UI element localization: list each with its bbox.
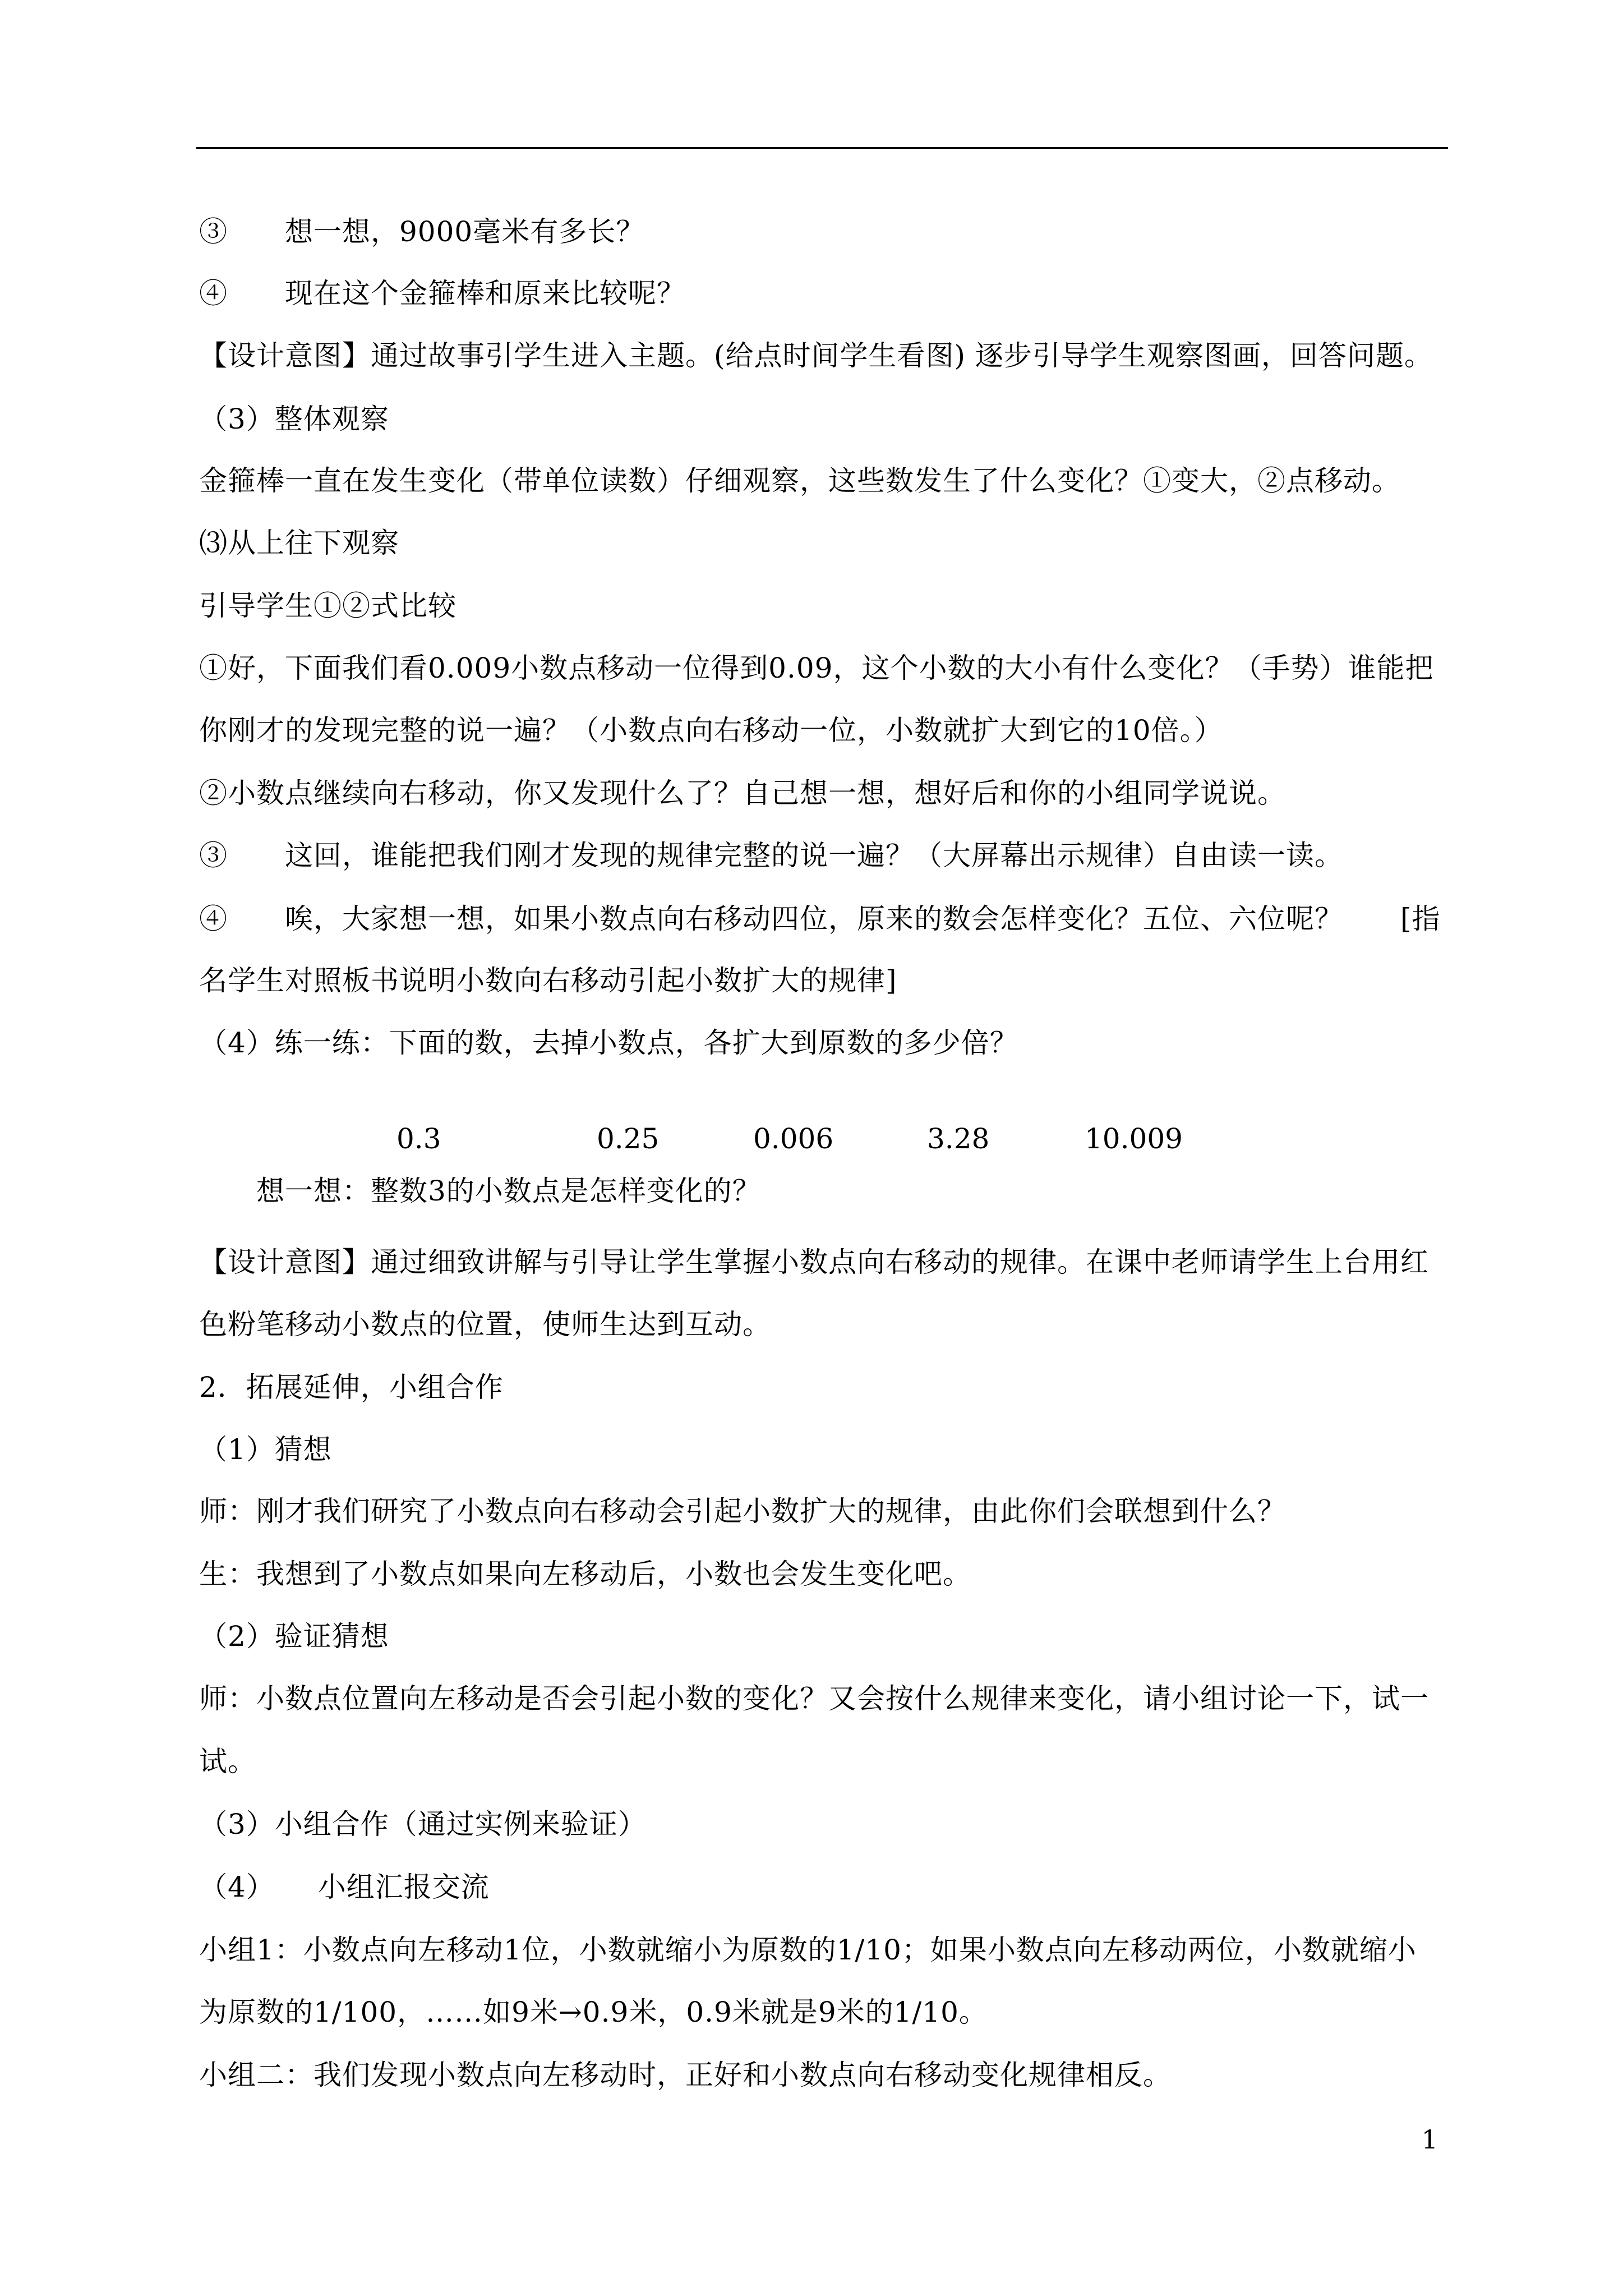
practice-number: 0.3 [396,1122,441,1155]
design-intent-2: 【设计意图】通过细致讲解与引导让学生掌握小数点向右移动的规律。在课中老师请学生上台用红 [199,1246,1429,1278]
step-2-text: ②小数点继续向右移动，你又发现什么了？自己想一想，想好后和你的小组同学说说。 [199,777,1286,809]
design-intent-1: 【设计意图】通过故事引学生进入主题。(给点时间学生看图) 逐步引导学生观察图画，回答问题。 [199,339,1433,372]
header-rule [196,147,1448,149]
practice-number: 0.25 [597,1122,660,1155]
step-1-text: ①好，下面我们看0.009小数点移动一位得到0.09，这个小数的大小有什么变化？（手势）谁能把 [199,652,1434,684]
group-work-heading: （3）小组合作（通过实例来验证） [199,1808,647,1841]
question-4-line: ④ 现在这个金箍棒和原来比较呢？ [199,277,685,310]
question-3-line: ③ 想一想，9000毫米有多长？ [199,215,645,248]
practice-heading: （4）练一练：下面的数，去掉小数点，各扩大到原数的多少倍？ [199,1027,1018,1059]
design-intent-2-cont: 色粉笔移动小数点的位置，使师生达到互动。 [199,1308,771,1341]
think-text: 想一想：整数3的小数点是怎样变化的？ [199,1175,761,1207]
group-report-heading: （4） 小组汇报交流 [199,1871,490,1903]
top-down-heading: ⑶从上往下观察 [199,527,399,559]
practice-number: 10.009 [1085,1122,1183,1155]
extension-heading: 2．拓展延伸，小组合作 [199,1371,504,1404]
step-1-text-cont: 你刚才的发现完整的说一遍？（小数点向右移动一位，小数就扩大到它的10倍。） [199,714,1223,747]
verify-heading: （2）验证猜想 [199,1620,389,1653]
step-3-text: ③ 这回，谁能把我们刚才发现的规律完整的说一遍？（大屏幕出示规律）自由读一读。 [199,839,1343,872]
teacher-line-1: 师：刚才我们研究了小数点向右移动会引起小数扩大的规律，由此你们会联想到什么？ [199,1495,1286,1527]
group-1-text: 小组1：小数点向左移动1位，小数就缩小为原数的1/10；如果小数点向左移动两位，小数就缩小 [199,1934,1417,1966]
observation-text: 金箍棒一直在发生变化（带单位读数）仔细观察，这些数发生了什么变化？①变大，②点移动。 [199,464,1400,497]
group-2-text: 小组二：我们发现小数点向左移动时，正好和小数点向右移动变化规律相反。 [199,2059,1172,2091]
step-4-text: ④ 唉，大家想一想，如果小数点向右移动四位，原来的数会怎样变化？五位、六位呢？ [指 [199,903,1441,935]
page-number: 1 [1421,2124,1438,2155]
compare-text: 引导学生①②式比较 [199,590,457,622]
student-line: 生：我想到了小数点如果向左移动后，小数也会发生变化吧。 [199,1558,971,1590]
group-1-text-cont: 为原数的1/100，……如9米→0.9米，0.9米就是9米的1/10。 [199,1996,988,2028]
practice-number: 3.28 [927,1122,990,1155]
teacher-line-2: 师：小数点位置向左移动是否会引起小数的变化？又会按什么规律来变化，请小组讨论一下，试一 [199,1682,1429,1715]
teacher-line-2-cont: 试。 [199,1745,256,1778]
guess-heading: （1）猜想 [199,1433,332,1466]
section-3-heading: （3）整体观察 [199,403,389,435]
practice-number: 0.006 [753,1122,834,1155]
step-4-text-cont: 名学生对照板书说明小数向右移动引起小数扩大的规律] [199,964,897,997]
